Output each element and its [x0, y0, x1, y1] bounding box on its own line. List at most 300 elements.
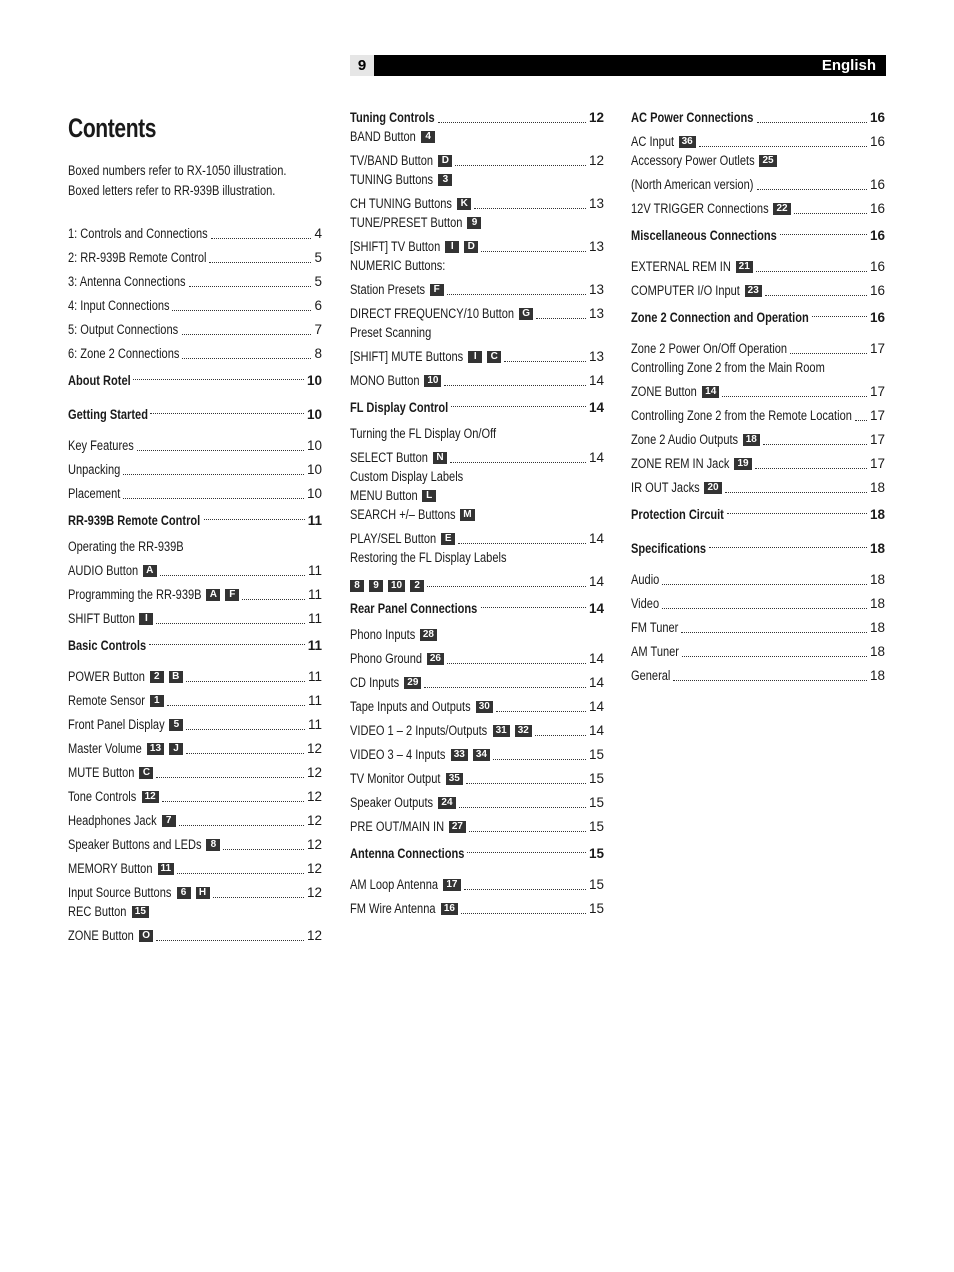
toc-entry-label: TV Monitor Output	[350, 771, 441, 786]
toc-entry-label-group	[68, 272, 186, 292]
toc-section-entry[interactable]	[631, 219, 885, 253]
toc-entry[interactable]	[350, 147, 604, 171]
toc-section-entry[interactable]	[350, 592, 604, 626]
toc-page-number: 18	[869, 541, 885, 556]
callout-badge: 36	[679, 136, 696, 148]
dot-leader	[467, 851, 586, 853]
toc-entry-label-group	[350, 256, 446, 276]
intro-notes	[68, 161, 328, 201]
toc-section-entry[interactable]	[68, 364, 322, 398]
toc-entry[interactable]	[350, 549, 604, 568]
toc-entry-label-group	[631, 257, 753, 277]
toc-page-number: 10	[306, 373, 322, 388]
toc-entry[interactable]	[68, 557, 322, 581]
toc-page-number: 13	[588, 349, 604, 364]
dot-leader	[756, 270, 867, 272]
toc-entry-label-group	[68, 811, 176, 831]
toc-entry-label: Key Features	[68, 438, 134, 453]
toc-page-number: 18	[869, 480, 885, 495]
toc-entry-label-group	[350, 599, 478, 619]
toc-entry-label: Placement	[68, 486, 121, 501]
callout-badge: 2	[150, 671, 164, 683]
toc-page-number: 11	[307, 611, 322, 626]
callout-badge: 14	[702, 386, 719, 398]
toc-entry-label: 2: RR-939B Remote Control	[68, 250, 207, 265]
toc-entry[interactable]	[631, 171, 885, 195]
toc-entry-label: Master Volume	[68, 741, 142, 756]
dot-leader	[444, 384, 586, 386]
toc-entry-label: Speaker Buttons and LEDs	[68, 837, 202, 852]
toc-entry-label-group	[350, 793, 456, 813]
toc-page-number: 18	[869, 507, 885, 522]
toc-entry-label: 5: Output Connections	[68, 322, 179, 337]
toc-entry[interactable]	[68, 244, 322, 268]
toc-page-number: 12	[306, 837, 322, 852]
toc-entry-label: Preset Scanning	[350, 325, 432, 340]
toc-entry[interactable]	[631, 474, 885, 498]
toc-entry-label-group	[350, 899, 458, 919]
dot-leader	[481, 250, 586, 252]
dot-leader	[438, 121, 586, 123]
toc-entry[interactable]	[631, 277, 885, 301]
dot-leader	[427, 585, 586, 587]
toc-page-number: 5	[314, 250, 322, 265]
dot-leader	[755, 467, 867, 469]
dot-leader	[812, 315, 867, 317]
dot-leader	[757, 188, 867, 190]
dot-leader	[504, 360, 586, 362]
toc-section-entry[interactable]	[350, 837, 604, 871]
toc-entry-label: (North American version)	[631, 177, 754, 192]
toc-entry-label-group	[68, 835, 220, 855]
toc-entry[interactable]	[68, 581, 322, 605]
toc-entry[interactable]	[350, 645, 604, 669]
toc-page-number: 10	[306, 486, 322, 501]
toc-entry-label: AC Power Connections	[631, 110, 754, 125]
dot-leader	[725, 491, 867, 493]
toc-section-entry[interactable]	[68, 629, 322, 663]
toc-entry[interactable]	[68, 855, 322, 879]
toc-entry[interactable]	[631, 590, 885, 614]
toc-entry-label: TV/BAND Button	[350, 153, 434, 168]
intro-line: Boxed letters refer to RR-939B illustration.	[68, 183, 276, 198]
toc-entry[interactable]	[631, 253, 885, 277]
toc-entry-label: FL Display Control	[350, 400, 449, 415]
toc-entry[interactable]	[350, 487, 604, 506]
callout-badge: 5	[169, 719, 183, 731]
callout-badge: 26	[427, 653, 444, 665]
toc-entry-label: SELECT Button	[350, 450, 428, 465]
toc-entry[interactable]	[350, 444, 604, 468]
dot-leader	[189, 285, 312, 287]
toc-entry[interactable]	[631, 662, 885, 686]
toc-entry[interactable]	[350, 171, 604, 190]
toc-entry[interactable]	[350, 871, 604, 895]
toc-entry-label-group	[68, 561, 157, 581]
callout-badge: 29	[404, 677, 421, 689]
toc-page-number: 17	[869, 408, 885, 423]
callout-badge: 11	[158, 863, 175, 875]
toc-entry[interactable]	[350, 693, 604, 717]
toc-entry-label: IR OUT Jacks	[631, 480, 700, 495]
toc-page-number: 14	[588, 373, 604, 388]
toc-page-number: 16	[869, 177, 885, 192]
dot-leader	[662, 583, 867, 585]
toc-entry-label: [SHIFT] MUTE Buttons	[350, 349, 464, 364]
toc-entry-label-group	[350, 424, 496, 444]
callout-badge: 23	[745, 285, 762, 297]
dot-leader	[794, 212, 867, 214]
dot-leader	[156, 622, 305, 624]
toc-page-number: 18	[869, 572, 885, 587]
toc-page-number: 11	[307, 587, 322, 602]
toc-entry-label-group	[350, 625, 437, 645]
callout-badge: 21	[736, 261, 753, 273]
toc-page-number: 11	[307, 638, 322, 653]
callout-badge: 22	[773, 203, 790, 215]
toc-entry[interactable]	[350, 669, 604, 693]
callout-badge: M	[460, 509, 474, 521]
dot-leader	[763, 443, 867, 445]
dot-leader	[461, 912, 586, 914]
toc-page-number: 13	[588, 239, 604, 254]
toc-entry[interactable]	[350, 525, 604, 549]
toc-entry[interactable]	[68, 879, 322, 903]
dot-leader	[464, 888, 586, 890]
dot-leader	[474, 207, 586, 209]
toc-entry[interactable]	[68, 292, 322, 316]
toc-entry-label: Custom Display Labels	[350, 469, 464, 484]
toc-entry-label-group	[68, 224, 208, 244]
callout-badge: 31	[493, 725, 510, 737]
toc-entry-label: FM Tuner	[631, 620, 679, 635]
callout-badge: 20	[704, 482, 721, 494]
dot-leader	[424, 686, 586, 688]
toc-page-number: 14	[588, 699, 604, 714]
dot-leader	[179, 824, 304, 826]
toc-entry[interactable]	[350, 741, 604, 765]
callout-badge: D	[438, 155, 452, 167]
callout-badge: 17	[443, 879, 460, 891]
toc-entry[interactable]	[350, 233, 604, 257]
toc-entry-label-group	[350, 151, 452, 171]
dot-leader	[223, 848, 304, 850]
toc-section-entry[interactable]	[68, 398, 322, 432]
toc-column-2	[350, 104, 604, 919]
toc-section-entry[interactable]	[350, 391, 604, 425]
toc-entry-label: CD Inputs	[350, 675, 400, 690]
toc-entry[interactable]	[350, 214, 604, 233]
toc-entry[interactable]	[631, 128, 885, 152]
toc-page-number: 15	[588, 846, 604, 861]
toc-entry[interactable]	[350, 506, 604, 525]
toc-entry[interactable]	[631, 402, 885, 426]
toc-page-number: 14	[588, 531, 604, 546]
toc-entry[interactable]	[68, 735, 322, 759]
toc-entry-label-group	[68, 691, 164, 711]
toc-entry-label-group	[350, 844, 464, 864]
toc-entry[interactable]	[68, 759, 322, 783]
toc-entry-label-group	[631, 539, 706, 559]
toc-page-number: 16	[869, 283, 885, 298]
dot-leader	[172, 309, 311, 311]
toc-section-entry[interactable]	[350, 104, 604, 128]
toc-entry[interactable]	[631, 195, 885, 219]
toc-entry-label-group	[631, 618, 678, 638]
toc-entry[interactable]	[350, 343, 604, 367]
dot-leader	[493, 758, 586, 760]
dot-leader	[160, 574, 305, 576]
toc-entry[interactable]	[631, 378, 885, 402]
toc-entry[interactable]	[68, 783, 322, 807]
toc-entry-label: General	[631, 668, 671, 683]
toc-entry-label-group	[631, 505, 724, 525]
toc-entry-label-group	[631, 642, 679, 662]
toc-entry[interactable]	[350, 128, 604, 147]
dot-leader	[450, 461, 586, 463]
toc-entry-label: Restoring the FL Display Labels	[350, 550, 507, 565]
toc-entry[interactable]	[350, 300, 604, 324]
callout-badge: J	[169, 743, 183, 755]
toc-entry-label: Input Source Buttons	[68, 885, 172, 900]
toc-entry-label-group	[68, 511, 201, 531]
toc-entry-label-group	[68, 859, 174, 879]
dot-leader	[156, 776, 303, 778]
toc-entry[interactable]	[350, 813, 604, 837]
toc-entry[interactable]	[68, 220, 322, 244]
toc-entry-label-group	[68, 296, 169, 316]
toc-page-number: 12	[306, 789, 322, 804]
toc-entry-label: EXTERNAL REM IN	[631, 259, 731, 274]
callout-badge: A	[143, 565, 157, 577]
toc-section-entry[interactable]	[68, 504, 322, 538]
toc-entry-label: Phono Inputs	[350, 627, 416, 642]
dot-leader	[673, 679, 867, 681]
toc-page-number: 14	[588, 400, 604, 415]
toc-entry[interactable]	[631, 359, 885, 378]
toc-entry[interactable]	[68, 432, 322, 456]
intro-line: Boxed numbers refer to RX-1050 illustration.	[68, 163, 287, 178]
toc-entry[interactable]	[68, 340, 322, 364]
toc-entry-label: REC Button	[68, 904, 127, 919]
toc-entry-label: MENU Button	[350, 488, 418, 503]
toc-page-number: 12	[588, 153, 604, 168]
toc-entry[interactable]	[68, 663, 322, 687]
toc-entry-label-group	[350, 371, 441, 391]
toc-entry[interactable]	[631, 614, 885, 638]
toc-entry[interactable]	[350, 765, 604, 789]
toc-entry-label: Getting Started	[68, 407, 148, 422]
callout-badge: 6	[177, 887, 191, 899]
toc-entry[interactable]	[631, 335, 885, 359]
toc-entry-label-group	[68, 344, 179, 364]
toc-entry[interactable]	[350, 367, 604, 391]
toc-entry-label-group	[68, 371, 130, 391]
toc-entry-label: COMPUTER I/O Input	[631, 283, 740, 298]
toc-entry-label: Tone Controls	[68, 789, 137, 804]
toc-entry-label-group	[68, 763, 153, 783]
toc-entry-label-group	[631, 454, 752, 474]
toc-entry-label-group	[350, 170, 452, 190]
toc-section-entry[interactable]	[631, 532, 885, 566]
toc-entry-label: MUTE Button	[68, 765, 135, 780]
toc-entry[interactable]	[68, 316, 322, 340]
toc-page-number: 14	[588, 723, 604, 738]
toc-entry[interactable]	[68, 807, 322, 831]
toc-entry[interactable]	[68, 268, 322, 292]
toc-entry-label-group	[631, 382, 719, 402]
toc-page-number: 18	[869, 596, 885, 611]
callout-badge: H	[196, 887, 210, 899]
toc-page-number: 17	[869, 341, 885, 356]
toc-section-entry[interactable]	[631, 104, 885, 128]
dot-leader	[182, 333, 312, 335]
dot-leader	[447, 293, 586, 295]
dot-leader	[186, 728, 305, 730]
toc-page-number: 12	[306, 861, 322, 876]
dot-leader	[455, 164, 586, 166]
toc-entry[interactable]	[631, 426, 885, 450]
toc-entry-label-group	[350, 745, 490, 765]
toc-entry[interactable]	[350, 626, 604, 645]
callout-badge: 13	[147, 743, 164, 755]
toc-entry-label-group	[631, 430, 760, 450]
toc-entry-label-group	[350, 673, 421, 693]
toc-entry-label: DIRECT FREQUENCY/10 Button	[350, 306, 515, 321]
callout-badge: 8	[350, 580, 364, 592]
toc-entry-label-group	[68, 436, 134, 456]
toc-entry-label-group	[631, 358, 825, 378]
toc-page-number: 14	[588, 675, 604, 690]
callout-badge: 27	[449, 821, 466, 833]
toc-entry[interactable]	[350, 324, 604, 343]
toc-entry-label-group	[68, 320, 179, 340]
dot-leader	[133, 378, 304, 380]
toc-entry[interactable]	[68, 922, 322, 946]
callout-badge: 2	[410, 580, 424, 592]
toc-entry[interactable]	[68, 605, 322, 629]
toc-page-number: 10	[306, 462, 322, 477]
toc-entry[interactable]	[350, 568, 604, 592]
dot-leader	[182, 357, 311, 359]
toc-page-number: 16	[869, 310, 885, 325]
callout-badge: 32	[515, 725, 532, 737]
toc-entry[interactable]	[350, 717, 604, 741]
toc-entry-label: Front Panel Display	[68, 717, 165, 732]
toc-entry[interactable]	[350, 257, 604, 276]
callout-badge: K	[457, 198, 471, 210]
toc-entry-label-group	[350, 323, 431, 343]
callout-badge: 30	[476, 701, 493, 713]
toc-entry-label-group	[350, 127, 435, 147]
toc-section-entry[interactable]	[631, 301, 885, 335]
toc-entry[interactable]	[68, 687, 322, 711]
toc-entry[interactable]	[350, 789, 604, 813]
toc-page-number: 15	[588, 877, 604, 892]
toc-entry-label: Protection Circuit	[631, 507, 724, 522]
toc-entry[interactable]	[68, 903, 322, 922]
toc-entry-label: TUNE/PRESET Button	[350, 215, 463, 230]
toc-section-entry[interactable]	[631, 498, 885, 532]
toc-entry-label: Remote Sensor	[68, 693, 145, 708]
toc-entry-label-group	[350, 213, 481, 233]
toc-entry-label: Controlling Zone 2 from the Remote Location	[631, 408, 852, 423]
toc-entry[interactable]	[68, 538, 322, 557]
callout-badge: 25	[759, 155, 776, 167]
toc-page-number: 12	[306, 741, 322, 756]
dot-leader	[150, 412, 303, 414]
toc-entry[interactable]	[68, 711, 322, 735]
header-bar	[350, 55, 886, 76]
toc-entry-label-group	[68, 667, 183, 687]
toc-entry-label: Miscellaneous Connections	[631, 228, 777, 243]
dot-leader	[156, 939, 304, 941]
toc-page-number: 13	[588, 282, 604, 297]
toc-entry-label: Controlling Zone 2 from the Main Room	[631, 360, 825, 375]
page-title: Contents	[68, 113, 157, 143]
toc-entry-label-group	[631, 108, 754, 128]
toc-entry[interactable]	[631, 450, 885, 474]
toc-page-number: 6	[314, 298, 322, 313]
toc-entry-label-group	[631, 308, 809, 328]
toc-entry-label-group	[68, 739, 183, 759]
callout-badge: F	[430, 284, 444, 296]
toc-entry-label: Tuning Controls	[350, 110, 435, 125]
callout-badge: 24	[438, 797, 455, 809]
dot-leader	[451, 405, 586, 407]
toc-page-number: 15	[588, 819, 604, 834]
dot-leader	[536, 317, 586, 319]
toc-entry-label-group	[350, 769, 463, 789]
callout-badge: 3	[438, 174, 452, 186]
page-number: 9	[350, 55, 374, 76]
toc-entry-label-group	[631, 199, 791, 219]
toc-entry-label-group	[68, 484, 120, 504]
toc-entry[interactable]	[350, 276, 604, 300]
toc-page-number: 18	[869, 620, 885, 635]
toc-entry-label-group	[350, 505, 475, 525]
toc-entry-label: 6: Zone 2 Connections	[68, 346, 180, 361]
toc-entry[interactable]	[631, 638, 885, 662]
toc-entry[interactable]	[68, 480, 322, 504]
toc-entry[interactable]	[350, 895, 604, 919]
toc-entry[interactable]	[350, 190, 604, 214]
toc-entry[interactable]	[68, 831, 322, 855]
callout-badge: 19	[734, 458, 751, 470]
dot-leader	[662, 607, 867, 609]
callout-badge: 35	[446, 773, 463, 785]
toc-entry[interactable]	[68, 456, 322, 480]
toc-page-number: 8	[314, 346, 322, 361]
toc-entry-label-group	[68, 248, 206, 268]
dot-leader	[177, 872, 304, 874]
dot-leader	[496, 710, 586, 712]
toc-page-number: 18	[869, 644, 885, 659]
toc-entry[interactable]	[631, 152, 885, 171]
toc-entry-label: Speaker Outputs	[350, 795, 434, 810]
callout-badge: 12	[142, 791, 159, 803]
toc-entry[interactable]	[350, 425, 604, 444]
toc-entry-label: MEMORY Button	[68, 861, 153, 876]
callout-badge: 34	[473, 749, 490, 761]
toc-column-3	[631, 104, 885, 686]
toc-entry-label: AM Tuner	[631, 644, 679, 659]
toc-entry[interactable]	[350, 468, 604, 487]
toc-entry-label-group	[631, 281, 762, 301]
callout-badge: E	[441, 533, 455, 545]
toc-entry[interactable]	[631, 566, 885, 590]
callout-badge: 18	[743, 434, 760, 446]
